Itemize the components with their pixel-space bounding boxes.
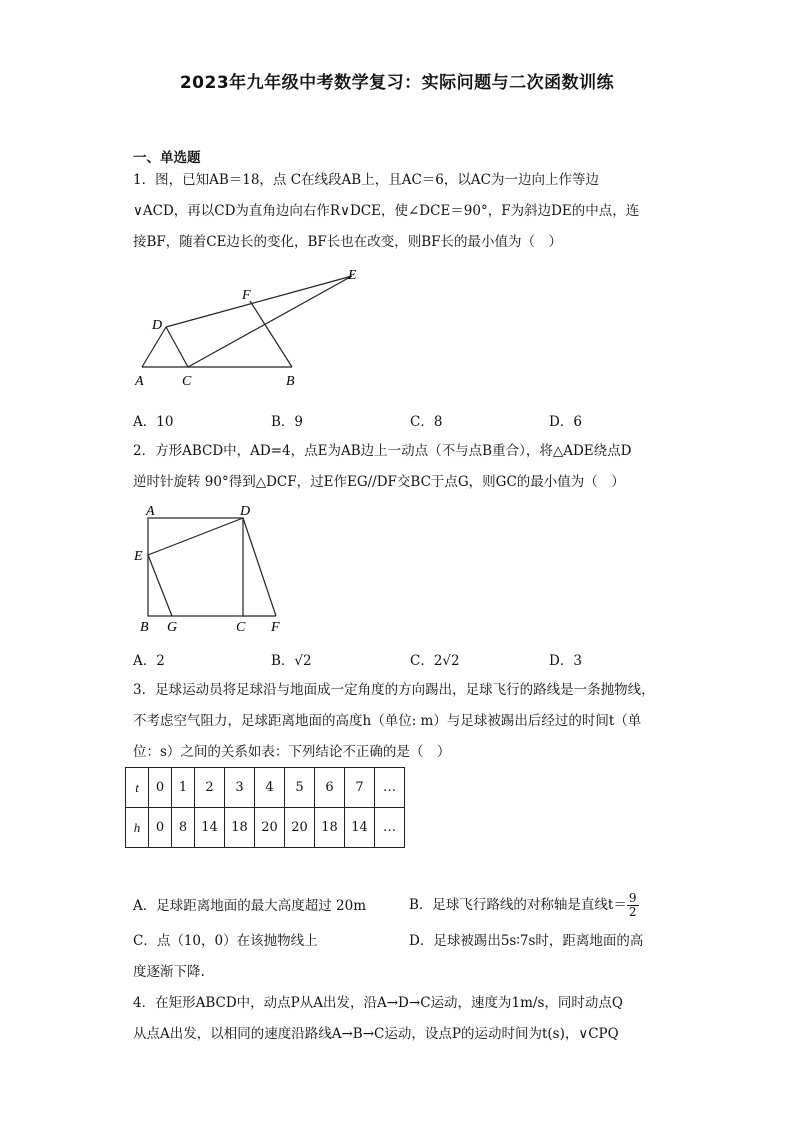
- q2-label-E: E: [134, 549, 143, 564]
- q1-label-D: D: [152, 318, 163, 333]
- q1-label-E: E: [348, 268, 357, 283]
- table-cell: t: [126, 768, 149, 808]
- table-cell: 2: [195, 768, 225, 808]
- q3-data-table: [125, 767, 405, 848]
- q4-text-line1: 4．在矩形ABCD中，动点P从A出发，沿A→D→C运动，速度为1m/s，同时动点Q: [133, 995, 623, 1011]
- segment-AD: [142, 327, 166, 367]
- q2-label-D: D: [240, 504, 251, 519]
- table-row-h: [126, 808, 405, 848]
- table-row-t: [126, 768, 405, 808]
- table-cell: …: [375, 808, 405, 848]
- table-cell: 4: [255, 768, 285, 808]
- table-cell: h: [126, 808, 149, 848]
- q2-geometry-figure: [130, 500, 290, 640]
- fraction-numerator: 9: [628, 891, 637, 905]
- q3-choice-d[interactable]: D．足球被踢出5s∶7s时，距离地面的高: [409, 933, 644, 949]
- q2-label-A: A: [146, 504, 155, 519]
- segment-FB: [250, 301, 292, 367]
- table-cell: 14: [195, 808, 225, 848]
- fraction-denominator: 2: [628, 905, 637, 919]
- table-cell: 0: [149, 808, 172, 848]
- segment-DF: [243, 518, 276, 616]
- table-cell: …: [375, 768, 405, 808]
- segment-ED: [148, 518, 243, 555]
- q3-text-line3: 位：s）之间的关系如表：下列结论不正确的是（ ）: [133, 744, 451, 760]
- q4-text-line2: 从点A出发，以相同的速度沿路线A→B→C运动，设点P的运动时间为t(s)，∨CPQ: [133, 1026, 619, 1042]
- q2-label-G: G: [167, 620, 178, 635]
- q2-label-C: C: [236, 620, 246, 635]
- q3-choice-d-continued: 度逐渐下降.: [133, 964, 205, 980]
- segment-DC: [166, 327, 188, 367]
- table-cell: 3: [225, 768, 255, 808]
- fraction-nine-halves: [627, 892, 639, 919]
- table-cell: 5: [285, 768, 315, 808]
- q3-text-line1: 3．足球运动员将足球沿与地面成一定角度的方向踢出，足球飞行的路线是一条抛物线，: [133, 682, 655, 698]
- q2-choice-c[interactable]: C．2√2: [410, 653, 460, 669]
- q1-label-A: A: [135, 374, 144, 389]
- table-cell: 1: [172, 768, 195, 808]
- q3-choice-b[interactable]: [409, 887, 639, 923]
- section-heading: 一、单选题: [133, 150, 201, 166]
- q2-text-line2: 逆时针旋转 90°得到△DCF，过E作EG//DF交BC于点G，则GC的最小值为（ ）: [133, 474, 625, 490]
- table-cell: 7: [345, 768, 375, 808]
- q3-choice-a[interactable]: A．足球距离地面的最大高度超过 20m: [133, 898, 367, 914]
- q1-label-F: F: [242, 288, 251, 303]
- table-cell: 20: [285, 808, 315, 848]
- table-cell: 8: [172, 808, 195, 848]
- q3-choice-c[interactable]: C．点（10，0）在该抛物线上: [133, 933, 318, 949]
- segment-EG: [148, 555, 172, 616]
- table-cell: 18: [315, 808, 345, 848]
- table-cell: 18: [225, 808, 255, 848]
- page-title: 2023年九年级中考数学复习：实际问题与二次函数训练: [179, 73, 615, 93]
- q1-geometry-figure: [130, 265, 370, 395]
- q1-text-line2: ∨ACD，再以CD为直角边向右作R∨DCE，使∠DCE＝90°，F为斜边DE的中点，连: [133, 203, 640, 219]
- segment-CE: [188, 276, 352, 367]
- q1-choice-d[interactable]: D．6: [549, 414, 582, 430]
- table-cell: 6: [315, 768, 345, 808]
- q2-label-F: F: [271, 620, 280, 635]
- table-cell: 14: [345, 808, 375, 848]
- q3-text-line2: 不考虑空气阻力，足球距离地面的高度h（单位: m）与足球被踢出后经过的时间t（单: [133, 713, 642, 729]
- table-cell: 20: [255, 808, 285, 848]
- q2-choice-d[interactable]: D．3: [549, 653, 582, 669]
- q1-label-C: C: [182, 374, 192, 389]
- q2-text-line1: 2．方形ABCD中，AD=4，点E为AB边上一动点（不与点B重合），将△ADE绕点D: [133, 443, 632, 459]
- q1-text-line3: 接BF，随着CE边长的变化，BF长也在改变，则BF长的最小值为（ ）: [133, 234, 563, 250]
- segment-DE: [166, 276, 352, 327]
- q1-choice-b[interactable]: B．9: [271, 414, 304, 430]
- q1-choice-a[interactable]: A．10: [133, 414, 174, 430]
- q1-choice-c[interactable]: C．8: [410, 414, 443, 430]
- q2-label-B: B: [140, 620, 149, 635]
- table-cell: 0: [149, 768, 172, 808]
- q1-label-B: B: [286, 374, 295, 389]
- q2-choice-b[interactable]: B．√2: [271, 653, 312, 669]
- q1-text-line1: 1．图，已知AB＝18，点 C在线段AB上，且AC＝6，以AC为一边向上作等边: [133, 172, 599, 188]
- q2-choice-a[interactable]: A．2: [133, 653, 165, 669]
- q3-choice-b-text: B．足球飞行路线的对称轴是直线t＝: [409, 897, 627, 913]
- square-ABCD: [148, 518, 243, 616]
